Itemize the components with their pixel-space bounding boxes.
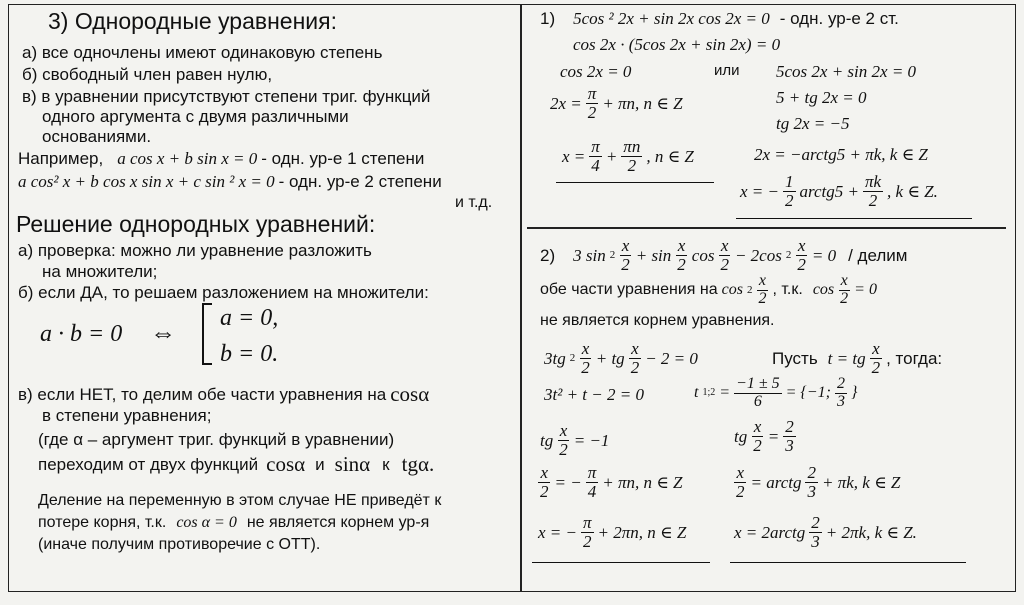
rule-b: б) свободный член равен нулю, [22, 65, 273, 84]
ex2-c2f-num: x [753, 417, 762, 436]
ex1-right-eq3: tg 2x = −5 [776, 114, 850, 133]
rule-c: в) в уравнении присутствуют степени триг. функций [22, 87, 431, 106]
ex1-l1-rest: + πn, n ∈ Z [602, 93, 683, 113]
ex1-l2-plus: + [605, 146, 618, 166]
ex2-c1f-den: 2 [559, 439, 568, 459]
note-line1: Деление на переменную в этом случае НЕ приведёт к [38, 492, 442, 509]
transition-sin: sinα [334, 452, 371, 476]
ex2-case2 [734, 418, 796, 455]
step-v-math: cosα [390, 382, 430, 406]
ex1-note: - одн. ур-е 2 ст. [779, 9, 899, 28]
ex2-tgf1-num: x [581, 339, 590, 358]
ex2-d2-lhs [734, 464, 747, 501]
ex2-c1-frac [557, 422, 570, 459]
ex2-t-frac [870, 340, 883, 377]
ex2-case1 [540, 422, 609, 459]
transition-cos: cosα [266, 452, 306, 476]
ex1-l2-frac1 [589, 138, 602, 175]
ex1-right-eq2: 5 + tg 2x = 0 [776, 88, 867, 107]
step-v-transition [38, 454, 434, 475]
ex2-e1-frac [581, 514, 594, 551]
ex2-t12-set: = {−1; [785, 384, 831, 402]
step-b: б) если ДА, то решаем разложением на множители: [18, 283, 429, 302]
ex1-r5-frac1 [783, 173, 796, 210]
ex2-d1-rhs: = − [554, 472, 582, 492]
ex2-line2-sq: 2 [746, 283, 753, 296]
etc-text: и т.д. [455, 194, 493, 211]
ex1-right-step5 [740, 173, 938, 210]
transition-and: и [315, 455, 325, 474]
transition-text: переходим от двух функций [38, 455, 259, 474]
example1-row [18, 150, 424, 167]
ex2-t12-set-num: 2 [836, 375, 845, 392]
ex1-r5-frac2 [863, 173, 883, 210]
ex2-line2-text: обе части уравнения на [540, 281, 718, 299]
ex2-t12-close: } [850, 384, 858, 402]
ex2-c1f-num: x [559, 421, 568, 440]
ex2-frac-1 [619, 237, 632, 274]
ex1-l2-lhs: x = [562, 146, 586, 166]
ex1-l1-lhs: 2x = [550, 93, 582, 113]
ex2-t12-sub: 1;2 [702, 387, 716, 399]
ex1-number: 1) [540, 9, 556, 28]
ex2-f1-num: x [621, 236, 630, 255]
ex1-left-eq: cos 2x = 0 [560, 62, 632, 81]
ex2-e2-den: 3 [811, 531, 820, 551]
ex2-d2l-num: x [736, 463, 745, 482]
ex2-e2 [734, 514, 917, 551]
ex2-divide: / делим [848, 245, 908, 265]
example2-note: - одн. ур-е 2 степени [278, 172, 442, 191]
ex2-equation-row [540, 237, 907, 274]
ex2-e1 [538, 514, 686, 551]
ex1-l1-frac [586, 85, 599, 122]
ex2-d2-num: 2 [807, 463, 816, 482]
ex2-tg-frac1 [579, 340, 592, 377]
ex2-c2v-den: 3 [785, 435, 794, 455]
ex2-e2-lhs: x = 2arctg [734, 522, 806, 542]
transition-to: к [382, 455, 390, 474]
ex1-r5-den1: 2 [785, 190, 794, 210]
note-text-2: не является корнем ур-я [246, 514, 430, 531]
ex2-tg-b: + tg [595, 348, 625, 368]
ex2-tf-num: x [872, 339, 880, 358]
ex2-l2f2-den: 2 [840, 289, 849, 307]
ex2-eq-a: 3 sin [573, 245, 606, 265]
ex2-d2-rhs: = arctg [750, 472, 802, 492]
ex2-quadratic: 3t² + t − 2 = 0 [544, 385, 644, 404]
section-title: 3) Однородные уравнения: [48, 8, 337, 34]
ex2-sq-1: 2 [609, 248, 616, 261]
ex1-or: или [714, 62, 740, 79]
ex2-c2-lhs: tg [734, 426, 748, 446]
ex2-line2-cos: cos [721, 281, 743, 299]
ex2-f4-num: x [797, 236, 806, 255]
ex2-e1-rest: + 2πn, n ∈ Z [597, 522, 687, 542]
transition-tg: tgα. [401, 452, 435, 476]
ex2-e2-frac [809, 514, 822, 551]
ex1-left-underline [556, 182, 714, 183]
rule-c-cont1: одного аргумента с двумя различными [42, 107, 349, 126]
ex2-l2f-den: 2 [758, 289, 767, 307]
product-formula: a · b = 0 [40, 321, 123, 347]
note-line2 [38, 515, 429, 531]
ex2-line2-cos2: cos [812, 281, 835, 299]
ex2-l2f2-num: x [840, 272, 848, 289]
ex2-t12-num: −1 ± 5 [736, 375, 780, 392]
ex2-sq-2: 2 [785, 248, 792, 261]
ex2-e1-num: π [583, 513, 592, 532]
ex1-l1-den: 2 [587, 102, 597, 122]
ex2-f1-den: 2 [621, 254, 630, 274]
ex2-left-underline [532, 562, 710, 563]
ex1-equation: 5cos ² 2x + sin 2x cos 2x = 0 [573, 9, 770, 28]
step-a: а) проверка: можно ли уравнение разложить [18, 241, 372, 260]
ex1-r5-num2: πk [864, 172, 882, 191]
ex1-right-underline [736, 218, 972, 219]
ex2-c2-val [783, 418, 796, 455]
ex2-f3-num: x [720, 236, 729, 255]
ex2-tg-a: 3tg [544, 348, 566, 368]
ex2-d2l-den: 2 [736, 481, 745, 501]
ex2-t12: t [694, 384, 699, 402]
ex2-roots [694, 376, 857, 411]
ex1-l1-num: π [587, 84, 597, 103]
ex1-r5-lhs: x = − [740, 181, 779, 201]
ex2-line2 [540, 273, 877, 308]
ex2-f2-num: x [677, 236, 686, 255]
solving-title: Решение однородных уравнений: [16, 211, 376, 237]
ex1-r5-den2: 2 [868, 190, 878, 210]
ex2-c2-rhs: = [767, 426, 780, 446]
ex2-l2f-num: x [758, 272, 767, 289]
ex1-equation-row [540, 10, 899, 27]
ex2-t12-eq: = [719, 384, 731, 402]
ex2-c1-lhs: tg [540, 430, 554, 450]
ex2-eq-c: cos [691, 245, 715, 265]
ex2-let: Пусть [772, 348, 818, 368]
ex2-frac-2 [675, 237, 688, 274]
ex2-d1l-num: x [540, 463, 549, 482]
ex1-r5-rest: , k ∈ Z. [887, 181, 938, 201]
ex2-d2-rest: + πk, k ∈ Z [821, 472, 901, 492]
example2-row [18, 173, 442, 190]
ex2-tf-den: 2 [871, 357, 881, 377]
ex2-tgf1-den: 2 [581, 357, 590, 377]
ex1-r5-mid: arctg5 + [799, 181, 859, 201]
ex2-d1-lhs [538, 464, 551, 501]
ex1-l2-den2: 2 [627, 155, 637, 175]
ex2-eq-d: − 2cos [734, 245, 782, 265]
ex2-t12-frac [734, 376, 782, 411]
ex2-d1 [538, 464, 683, 501]
example1-note: - одн. ур-е 1 степени [261, 149, 425, 168]
ex2-line2-since: , т.к. [772, 281, 803, 299]
rule-a: а) все одночлены имеют одинаковую степень [22, 43, 383, 62]
step-v-row [18, 384, 429, 405]
ex2-d2 [734, 464, 900, 501]
ex2-tg-frac2 [629, 340, 642, 377]
ex2-f2-den: 2 [677, 254, 686, 274]
example-divider [527, 227, 1006, 229]
ex2-c1-rhs: = −1 [573, 430, 610, 450]
ex2-then: , тогда: [886, 348, 943, 368]
ex2-d2-den: 3 [807, 481, 816, 501]
step-a-cont: на множители; [42, 262, 158, 281]
ex2-number: 2) [540, 245, 556, 265]
ex1-r5-num1: 1 [785, 172, 794, 191]
ex2-d1-frac [586, 464, 599, 501]
case-1: a = 0, [220, 305, 279, 331]
ex2-d1-rest: + πn, n ∈ Z [602, 472, 683, 492]
column-divider [520, 4, 522, 592]
ex1-right-eq1: 5cos 2x + sin 2x = 0 [776, 62, 917, 81]
ex2-tgf2-den: 2 [630, 357, 640, 377]
ex2-d1l-den: 2 [540, 481, 549, 501]
ex1-factored: cos 2x · (5cos 2x + sin 2x) = 0 [573, 35, 781, 54]
ex2-eq-e: = 0 [811, 245, 837, 265]
ex2-d1-den: 4 [587, 481, 597, 501]
ex2-let-row [772, 340, 942, 377]
ex1-left-step2 [562, 138, 694, 175]
ex2-d2-frac [805, 464, 818, 501]
ex2-c2f-den: 2 [753, 435, 762, 455]
equivalence-icon: ⇔ [150, 318, 176, 347]
ex1-l2-den1: 4 [591, 155, 600, 175]
note-text: потере корня, т.к. [38, 514, 167, 531]
example1-math: a cos x + b sin x = 0 [117, 149, 258, 168]
ex2-f3-den: 2 [720, 254, 729, 274]
ex2-e2-num: 2 [811, 513, 820, 532]
ex2-e1-den: 2 [583, 531, 592, 551]
note-math: cos α = 0 [176, 514, 237, 531]
ex2-f4-den: 2 [797, 254, 806, 274]
ex2-right-underline [730, 562, 966, 563]
ex2-line2-frac2 [838, 273, 850, 308]
note-line3: (иначе получим противоречие с ОТТ). [38, 536, 321, 553]
case-2: b = 0. [220, 341, 279, 367]
ex1-l2-num1: π [591, 137, 600, 156]
example2-math: a cos² x + b cos x sin x + c sin ² x = 0 [18, 172, 275, 191]
step-v: в) если НЕТ, то делим обе части уравнения на [18, 385, 387, 404]
ex2-frac-4 [795, 237, 808, 274]
ex2-eq-b: + sin [635, 245, 672, 265]
ex1-l2-num2: πn [623, 137, 641, 156]
step-v-cont1: в степени уравнения; [42, 406, 212, 425]
ex1-l2-frac2 [621, 138, 642, 175]
system-bracket [200, 302, 214, 370]
ex2-line2-eq: = 0 [854, 281, 877, 299]
ex2-line2-frac [756, 273, 768, 308]
step-v-cont2: (где α – аргумент триг. функций в уравнении) [38, 430, 395, 449]
ex2-tgf2-num: x [631, 339, 639, 358]
rule-c-cont2: основаниями. [42, 127, 152, 146]
ex2-t12-set-frac [835, 376, 847, 411]
ex2-t12-den: 6 [753, 392, 762, 410]
ex2-e2-rest: + 2πk, k ∈ Z. [825, 522, 917, 542]
ex2-c2v-num: 2 [785, 417, 794, 436]
ex2-tg-sq: 2 [569, 351, 576, 364]
ex2-tg-eq [544, 340, 698, 377]
ex2-d1-num: π [587, 463, 597, 482]
ex1-l2-rest: , n ∈ Z [646, 146, 694, 166]
ex2-c2-frac [751, 418, 764, 455]
example-label: Например, [18, 149, 104, 168]
ex2-t12-set-den: 3 [836, 392, 845, 410]
ex2-frac-3 [718, 237, 731, 274]
ex1-left-step1 [550, 85, 683, 122]
ex2-t-def: t = tg [827, 348, 866, 368]
ex2-line3: не является корнем уравнения. [540, 312, 775, 329]
ex1-right-eq4: 2x = −arctg5 + πk, k ∈ Z [754, 145, 928, 164]
ex2-tg-c: − 2 = 0 [645, 348, 698, 368]
ex2-e1-lhs: x = − [538, 522, 577, 542]
bracket-icon [200, 302, 214, 366]
